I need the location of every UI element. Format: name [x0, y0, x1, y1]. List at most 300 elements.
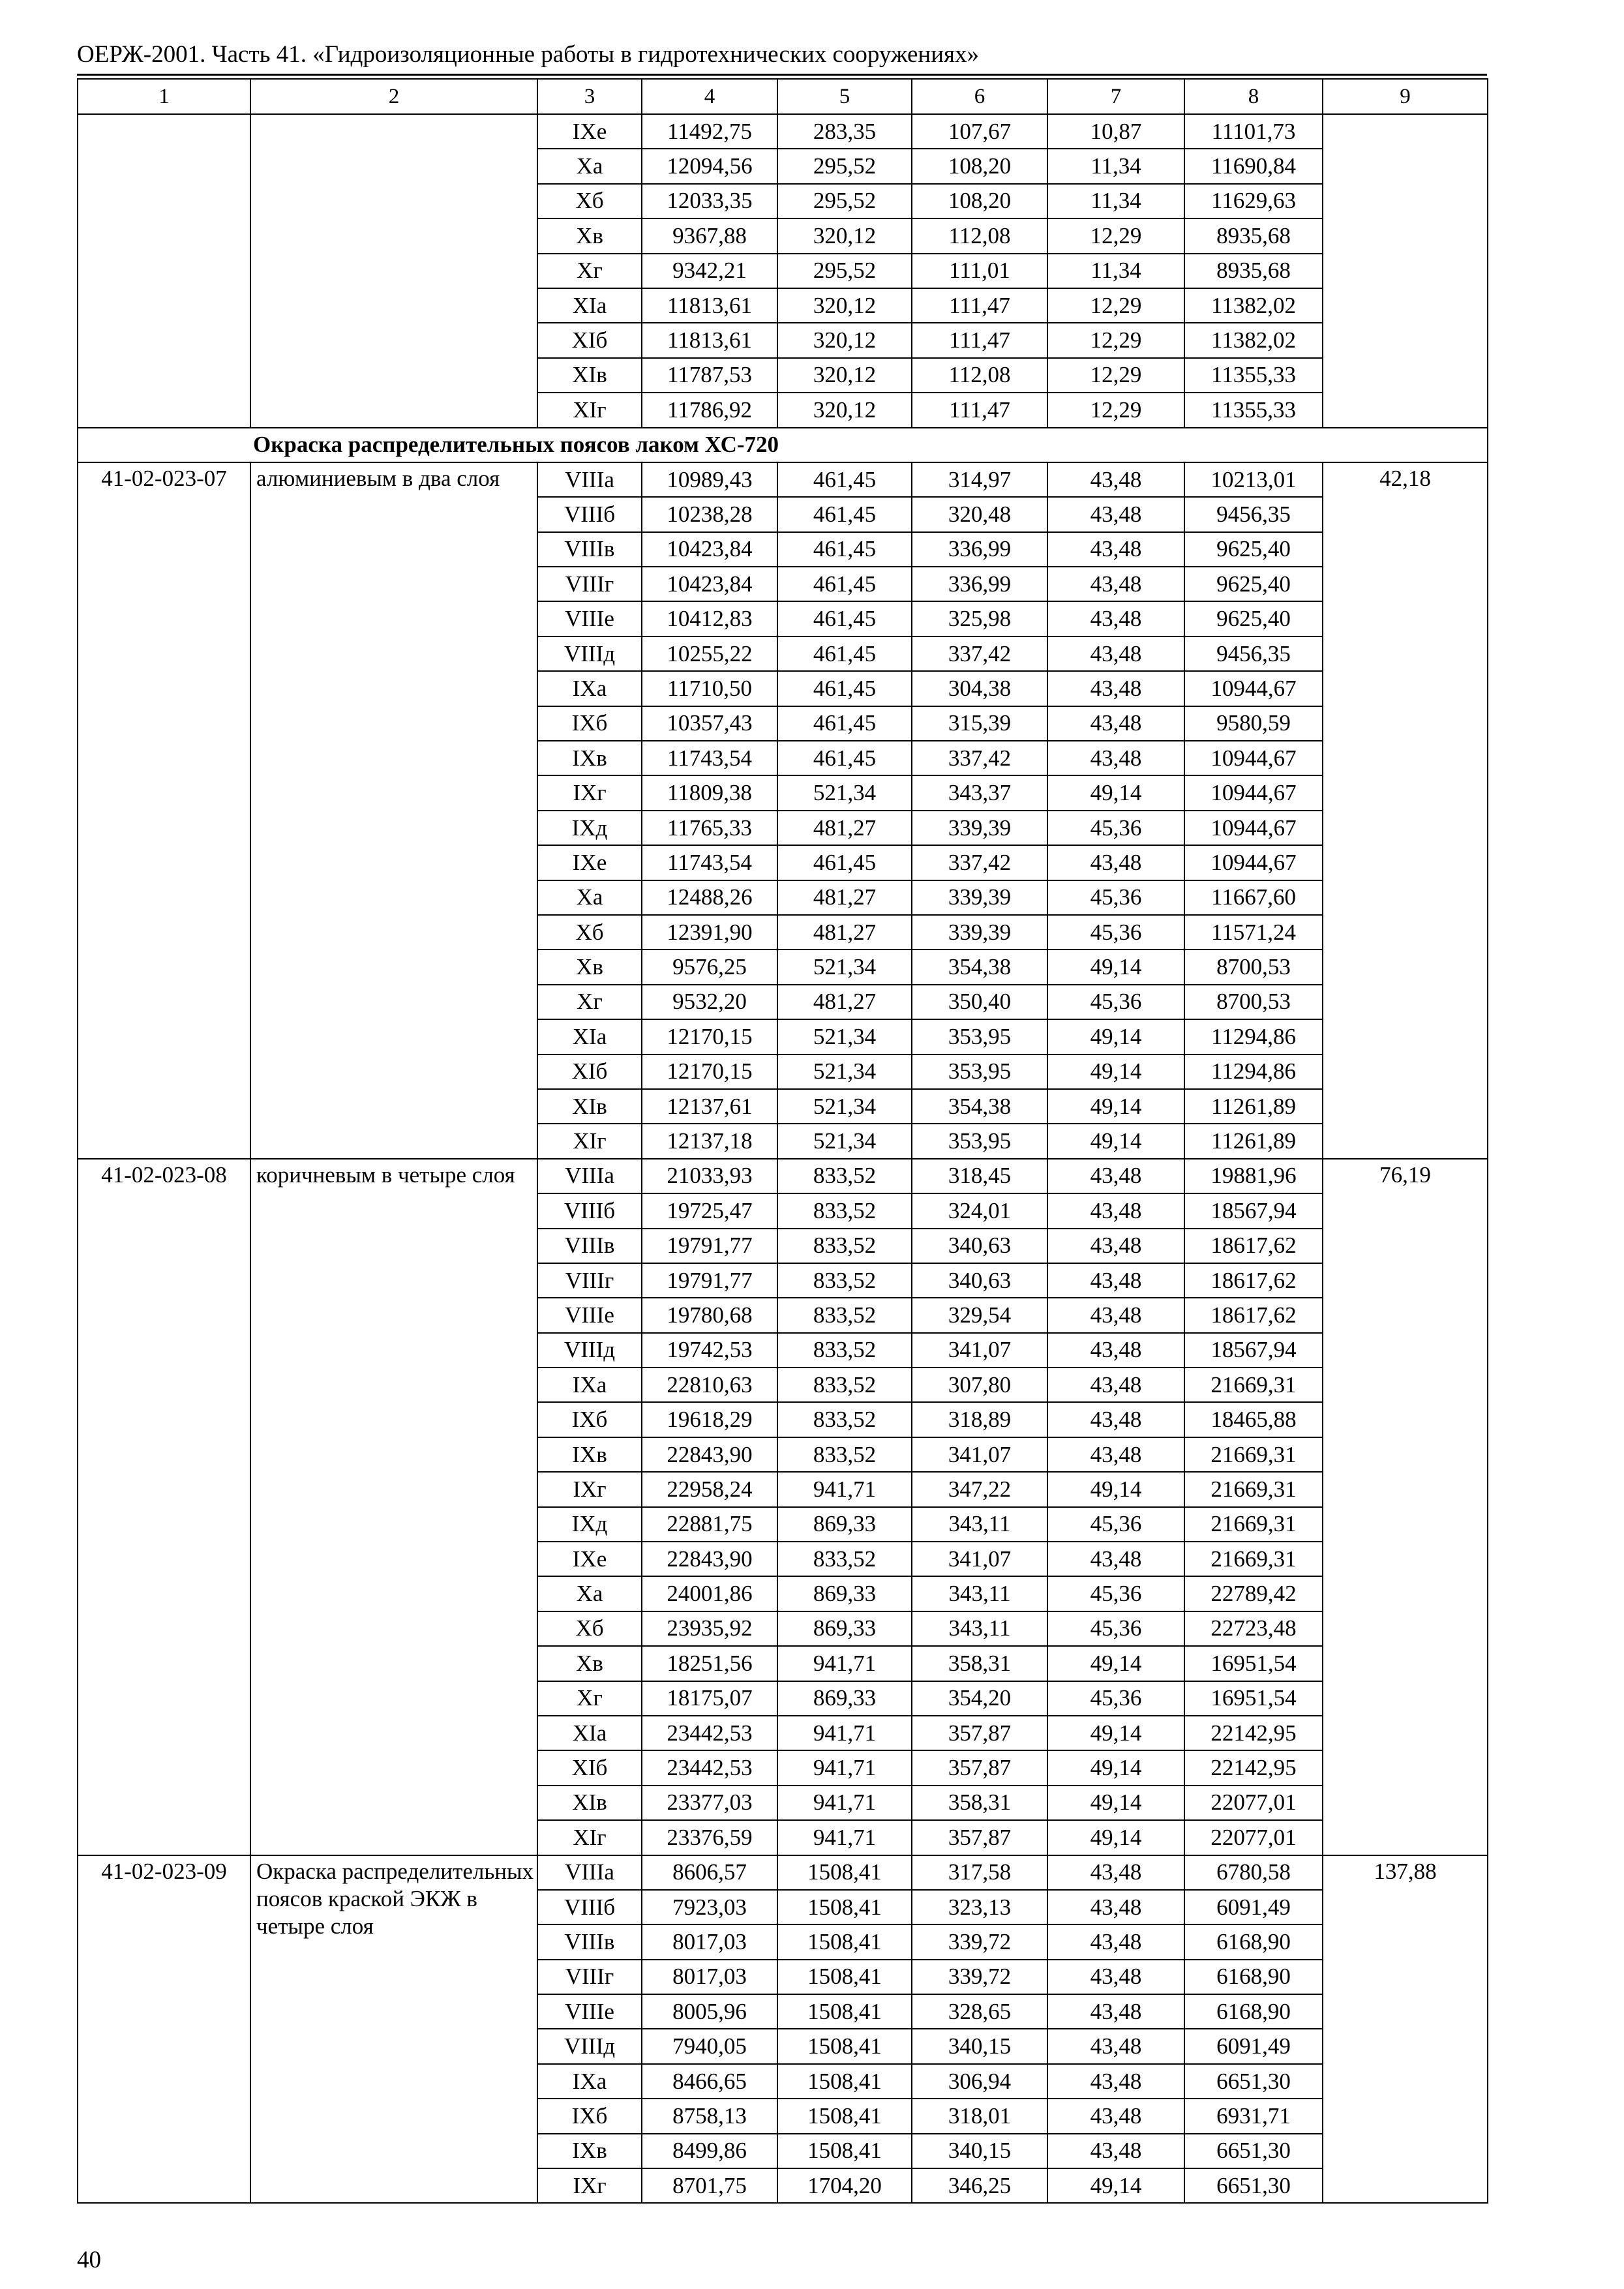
value-cell: 11294,86 [1184, 1055, 1323, 1089]
value-cell: 9532,20 [642, 985, 777, 1019]
value-cell: 111,47 [912, 288, 1047, 323]
value-cell: IXб [537, 1402, 642, 1437]
value-cell: 43,48 [1047, 1193, 1184, 1228]
column-number: 2 [250, 79, 537, 114]
value-cell: 9576,25 [642, 950, 777, 984]
value-cell: 481,27 [777, 915, 912, 950]
description-cell [250, 114, 537, 428]
value-cell: 10238,28 [642, 497, 777, 531]
value-cell: 6780,58 [1184, 1855, 1323, 1890]
value-cell: 11787,53 [642, 358, 777, 393]
value-cell: 1508,41 [777, 2134, 912, 2168]
value-cell: 336,99 [912, 532, 1047, 567]
value-cell: 18175,07 [642, 1681, 777, 1716]
value-cell: 11101,73 [1184, 114, 1323, 149]
value-cell: 22843,90 [642, 1542, 777, 1576]
value-cell: 10944,67 [1184, 845, 1323, 880]
value-cell: 11629,63 [1184, 184, 1323, 218]
column-number: 4 [642, 79, 777, 114]
value-cell: 323,13 [912, 1890, 1047, 1924]
value-cell: 1508,41 [777, 1960, 912, 1994]
value-cell: VIIIе [537, 1298, 642, 1332]
value-cell: 21033,93 [642, 1159, 777, 1193]
value-cell: 869,33 [777, 1611, 912, 1646]
rate-total: 76,19 [1323, 1159, 1488, 1855]
value-cell: 8499,86 [642, 2134, 777, 2168]
value-cell: 461,45 [777, 845, 912, 880]
value-cell: 1704,20 [777, 2168, 912, 2203]
value-cell: 43,48 [1047, 1333, 1184, 1368]
value-cell: 1508,41 [777, 2064, 912, 2099]
value-cell: 339,39 [912, 915, 1047, 950]
value-cell: IXа [537, 1368, 642, 1402]
value-cell: 6168,90 [1184, 1960, 1323, 1994]
value-cell: 8606,57 [642, 1855, 777, 1890]
value-cell: 43,48 [1047, 1890, 1184, 1924]
value-cell: 12033,35 [642, 184, 777, 218]
value-cell: Xб [537, 1611, 642, 1646]
value-cell: 314,97 [912, 462, 1047, 497]
value-cell: 18465,88 [1184, 1402, 1323, 1437]
value-cell: 337,42 [912, 636, 1047, 671]
value-cell: 833,52 [777, 1263, 912, 1298]
value-cell: 43,48 [1047, 706, 1184, 741]
value-cell: 306,94 [912, 2064, 1047, 2099]
rate-total: 42,18 [1323, 462, 1488, 1159]
column-number: 6 [912, 79, 1047, 114]
value-cell: 12094,56 [642, 149, 777, 183]
value-cell: 461,45 [777, 706, 912, 741]
value-cell: 8700,53 [1184, 950, 1323, 984]
column-number: 3 [537, 79, 642, 114]
value-cell: IXд [537, 1507, 642, 1542]
value-cell: XIа [537, 1019, 642, 1054]
rate-code: 41-02-023-08 [78, 1159, 250, 1855]
value-cell: 10989,43 [642, 462, 777, 497]
value-cell: 43,48 [1047, 1437, 1184, 1472]
value-cell: 8017,03 [642, 1960, 777, 1994]
column-number: 8 [1184, 79, 1323, 114]
value-cell: 8758,13 [642, 2099, 777, 2133]
value-cell: IXе [537, 845, 642, 880]
value-cell: Xг [537, 1681, 642, 1716]
value-cell: VIIIг [537, 1263, 642, 1298]
value-cell: 11382,02 [1184, 288, 1323, 323]
value-cell: XIг [537, 393, 642, 427]
value-cell: Xа [537, 1576, 642, 1611]
value-cell: 833,52 [777, 1402, 912, 1437]
column-number: 9 [1323, 79, 1488, 114]
value-cell: IXб [537, 706, 642, 741]
value-cell: 9625,40 [1184, 601, 1323, 636]
value-cell: 23377,03 [642, 1786, 777, 1820]
value-cell: Xа [537, 880, 642, 915]
value-cell: 12170,15 [642, 1055, 777, 1089]
value-cell: 341,07 [912, 1333, 1047, 1368]
value-cell: Xг [537, 985, 642, 1019]
value-cell: 21669,31 [1184, 1368, 1323, 1402]
value-cell: 283,35 [777, 114, 912, 149]
value-cell: IXг [537, 775, 642, 810]
value-cell: 43,48 [1047, 636, 1184, 671]
value-cell: VIIIд [537, 2029, 642, 2063]
value-cell: 941,71 [777, 1820, 912, 1855]
value-cell: 111,01 [912, 254, 1047, 288]
value-cell: 328,65 [912, 1994, 1047, 2029]
value-cell: 12137,18 [642, 1124, 777, 1158]
value-cell: 6651,30 [1184, 2134, 1323, 2168]
value-cell: 11813,61 [642, 323, 777, 357]
value-cell: 22843,90 [642, 1437, 777, 1472]
value-cell: 10944,67 [1184, 671, 1323, 706]
value-cell: 833,52 [777, 1229, 912, 1263]
value-cell: 12170,15 [642, 1019, 777, 1054]
value-cell: 12,29 [1047, 288, 1184, 323]
value-cell: 49,14 [1047, 775, 1184, 810]
value-cell: 9625,40 [1184, 567, 1323, 601]
value-cell: 19791,77 [642, 1229, 777, 1263]
value-cell: 43,48 [1047, 1263, 1184, 1298]
value-cell: 11355,33 [1184, 358, 1323, 393]
value-cell: 21669,31 [1184, 1472, 1323, 1506]
value-cell: 1508,41 [777, 1994, 912, 2029]
value-cell: 941,71 [777, 1716, 912, 1750]
value-cell: 45,36 [1047, 811, 1184, 845]
value-cell: 11813,61 [642, 288, 777, 323]
value-cell: 43,48 [1047, 671, 1184, 706]
value-cell: 11,34 [1047, 254, 1184, 288]
value-cell: 320,12 [777, 393, 912, 427]
value-cell: 869,33 [777, 1576, 912, 1611]
value-cell: 19881,96 [1184, 1159, 1323, 1193]
value-cell: 12,29 [1047, 323, 1184, 357]
value-cell: 12,29 [1047, 218, 1184, 253]
value-cell: 295,52 [777, 149, 912, 183]
value-cell: VIIIв [537, 1229, 642, 1263]
value-cell: 43,48 [1047, 845, 1184, 880]
value-cell: VIIIб [537, 1193, 642, 1228]
value-cell: 49,14 [1047, 1089, 1184, 1124]
value-cell: 8700,53 [1184, 985, 1323, 1019]
value-cell: 336,99 [912, 567, 1047, 601]
value-cell: 521,34 [777, 775, 912, 810]
value-cell: 340,15 [912, 2029, 1047, 2063]
value-cell: 10944,67 [1184, 775, 1323, 810]
value-cell: 521,34 [777, 1089, 912, 1124]
value-cell: 357,87 [912, 1716, 1047, 1750]
value-cell: 10944,67 [1184, 741, 1323, 775]
value-cell: 49,14 [1047, 1472, 1184, 1506]
value-cell: XIг [537, 1124, 642, 1158]
value-cell: 1508,41 [777, 2029, 912, 2063]
value-cell: 295,52 [777, 184, 912, 218]
value-cell: 11690,84 [1184, 149, 1323, 183]
value-cell: Xв [537, 1646, 642, 1681]
value-cell: Xв [537, 950, 642, 984]
value-cell: 10423,84 [642, 532, 777, 567]
value-cell: 45,36 [1047, 1681, 1184, 1716]
value-cell: 11261,89 [1184, 1124, 1323, 1158]
value-cell: 304,38 [912, 671, 1047, 706]
value-cell: VIIIд [537, 636, 642, 671]
value-cell: 45,36 [1047, 880, 1184, 915]
rates-table [77, 78, 1488, 2204]
value-cell: 8935,68 [1184, 254, 1323, 288]
value-cell: IXв [537, 741, 642, 775]
rate-description: коричневым в четыре слоя [250, 1159, 537, 1855]
value-cell: 324,01 [912, 1193, 1047, 1228]
value-cell: XIа [537, 288, 642, 323]
value-cell: 16951,54 [1184, 1681, 1323, 1716]
value-cell: 340,15 [912, 2134, 1047, 2168]
value-cell: 43,48 [1047, 1960, 1184, 1994]
value-cell: 353,95 [912, 1124, 1047, 1158]
value-cell: 320,12 [777, 288, 912, 323]
value-cell: 43,48 [1047, 532, 1184, 567]
value-cell: 45,36 [1047, 1576, 1184, 1611]
value-cell: 11261,89 [1184, 1089, 1323, 1124]
code-cell [78, 114, 250, 428]
value-cell: 11382,02 [1184, 323, 1323, 357]
value-cell: 18251,56 [642, 1646, 777, 1681]
value-cell: IXв [537, 2134, 642, 2168]
value-cell: 23442,53 [642, 1716, 777, 1750]
value-cell: 318,89 [912, 1402, 1047, 1437]
value-cell: 461,45 [777, 741, 912, 775]
value-cell: IXе [537, 1542, 642, 1576]
value-cell: 43,48 [1047, 1368, 1184, 1402]
value-cell: IXб [537, 2099, 642, 2133]
value-cell: 341,07 [912, 1437, 1047, 1472]
value-cell: 9456,35 [1184, 636, 1323, 671]
value-cell: XIв [537, 358, 642, 393]
value-cell: 941,71 [777, 1646, 912, 1681]
value-cell: XIб [537, 1055, 642, 1089]
value-cell: 341,07 [912, 1542, 1047, 1576]
header-rule [77, 74, 1487, 76]
value-cell: 111,47 [912, 323, 1047, 357]
value-cell: 833,52 [777, 1437, 912, 1472]
value-cell: 10357,43 [642, 706, 777, 741]
value-cell: XIг [537, 1820, 642, 1855]
value-cell: 19780,68 [642, 1298, 777, 1332]
value-cell: 481,27 [777, 811, 912, 845]
value-cell: 833,52 [777, 1333, 912, 1368]
value-cell: 49,14 [1047, 1786, 1184, 1820]
value-cell: 318,45 [912, 1159, 1047, 1193]
value-cell: IXв [537, 1437, 642, 1472]
value-cell: 6091,49 [1184, 1890, 1323, 1924]
value-cell: 43,48 [1047, 1855, 1184, 1890]
value-cell: 1508,41 [777, 1890, 912, 1924]
value-cell: 295,52 [777, 254, 912, 288]
value-cell: 354,38 [912, 950, 1047, 984]
value-cell: 461,45 [777, 532, 912, 567]
value-cell: 11294,86 [1184, 1019, 1323, 1054]
value-cell: 18617,62 [1184, 1229, 1323, 1263]
value-cell: 357,87 [912, 1750, 1047, 1785]
value-cell: IXд [537, 811, 642, 845]
value-cell: 45,36 [1047, 915, 1184, 950]
value-cell: 461,45 [777, 462, 912, 497]
rate-description: Окраска распределительных поясов краской ЭКЖ в четыре слоя [250, 1855, 537, 2204]
value-cell: 8466,65 [642, 2064, 777, 2099]
value-cell: 461,45 [777, 671, 912, 706]
rate-code: 41-02-023-07 [78, 462, 250, 1159]
value-cell: 43,48 [1047, 1298, 1184, 1332]
value-cell: XIв [537, 1089, 642, 1124]
value-cell: 43,48 [1047, 567, 1184, 601]
column-number: 7 [1047, 79, 1184, 114]
value-cell: 112,08 [912, 218, 1047, 253]
value-cell: 108,20 [912, 149, 1047, 183]
value-cell: 461,45 [777, 567, 912, 601]
value-cell: XIб [537, 1750, 642, 1785]
rate-total: 137,88 [1323, 1855, 1488, 2204]
value-cell: VIIIг [537, 567, 642, 601]
value-cell: 43,48 [1047, 741, 1184, 775]
value-cell: 941,71 [777, 1472, 912, 1506]
value-cell: 307,80 [912, 1368, 1047, 1402]
value-cell: 941,71 [777, 1786, 912, 1820]
value-cell: 10412,83 [642, 601, 777, 636]
value-cell: 461,45 [777, 601, 912, 636]
value-cell: 337,42 [912, 741, 1047, 775]
value-cell: VIIIе [537, 1994, 642, 2029]
total-cell [1323, 114, 1488, 428]
value-cell: 339,72 [912, 1960, 1047, 1994]
value-cell: 340,63 [912, 1229, 1047, 1263]
value-cell: 6931,71 [1184, 2099, 1323, 2133]
value-cell: 19725,47 [642, 1193, 777, 1228]
value-cell: Xг [537, 254, 642, 288]
value-cell: 19742,53 [642, 1333, 777, 1368]
value-cell: 521,34 [777, 950, 912, 984]
value-cell: 9625,40 [1184, 532, 1323, 567]
value-cell: IXг [537, 2168, 642, 2203]
value-cell: 45,36 [1047, 985, 1184, 1019]
value-cell: 18567,94 [1184, 1333, 1323, 1368]
value-cell: 1508,41 [777, 1855, 912, 1890]
value-cell: 43,48 [1047, 601, 1184, 636]
column-number: 1 [78, 79, 250, 114]
value-cell: 521,34 [777, 1055, 912, 1089]
value-cell: VIIIа [537, 1855, 642, 1890]
value-cell: 23376,59 [642, 1820, 777, 1855]
value-cell: 43,48 [1047, 2029, 1184, 2063]
value-cell: 337,42 [912, 845, 1047, 880]
section-title: Окраска распределительных поясов лаком ХС-720 [78, 428, 1488, 462]
value-cell: 49,14 [1047, 1124, 1184, 1158]
value-cell: 22723,48 [1184, 1611, 1323, 1646]
value-cell: 16951,54 [1184, 1646, 1323, 1681]
rate-description: алюминиевым в два слоя [250, 462, 537, 1159]
value-cell: 8701,75 [642, 2168, 777, 2203]
value-cell: 318,01 [912, 2099, 1047, 2133]
value-cell: 343,37 [912, 775, 1047, 810]
value-cell: 22077,01 [1184, 1820, 1323, 1855]
table-row [78, 1855, 1488, 1890]
value-cell: 22077,01 [1184, 1786, 1323, 1820]
value-cell: 43,48 [1047, 1994, 1184, 2029]
value-cell: 10255,22 [642, 636, 777, 671]
value-cell: 49,14 [1047, 1820, 1184, 1855]
value-cell: 350,40 [912, 985, 1047, 1019]
value-cell: VIIIа [537, 1159, 642, 1193]
value-cell: 320,12 [777, 358, 912, 393]
value-cell: VIIIв [537, 1924, 642, 1959]
value-cell: 22810,63 [642, 1368, 777, 1402]
value-cell: 346,25 [912, 2168, 1047, 2203]
value-cell: 11571,24 [1184, 915, 1323, 950]
value-cell: 23442,53 [642, 1750, 777, 1785]
value-cell: 49,14 [1047, 950, 1184, 984]
value-cell: 108,20 [912, 184, 1047, 218]
table-row [78, 462, 1488, 497]
value-cell: 11,34 [1047, 184, 1184, 218]
value-cell: 354,38 [912, 1089, 1047, 1124]
value-cell: 521,34 [777, 1124, 912, 1158]
value-cell: IXа [537, 2064, 642, 2099]
value-cell: 19791,77 [642, 1263, 777, 1298]
value-cell: 6168,90 [1184, 1994, 1323, 2029]
value-cell: XIв [537, 1786, 642, 1820]
value-cell: 111,47 [912, 393, 1047, 427]
value-cell: 833,52 [777, 1368, 912, 1402]
value-cell: VIIIв [537, 532, 642, 567]
value-cell: 10423,84 [642, 567, 777, 601]
value-cell: 329,54 [912, 1298, 1047, 1332]
value-cell: 320,12 [777, 323, 912, 357]
value-cell: IXе [537, 114, 642, 149]
value-cell: 43,48 [1047, 1402, 1184, 1437]
value-cell: IXг [537, 1472, 642, 1506]
value-cell: 49,14 [1047, 1019, 1184, 1054]
value-cell: 357,87 [912, 1820, 1047, 1855]
value-cell: 10213,01 [1184, 462, 1323, 497]
value-cell: 11667,60 [1184, 880, 1323, 915]
value-cell: 49,14 [1047, 1055, 1184, 1089]
value-cell: 12,29 [1047, 358, 1184, 393]
column-number-row [78, 79, 1488, 114]
value-cell: 21669,31 [1184, 1437, 1323, 1472]
value-cell: 8005,96 [642, 1994, 777, 2029]
value-cell: 869,33 [777, 1507, 912, 1542]
value-cell: VIIIа [537, 462, 642, 497]
value-cell: 353,95 [912, 1055, 1047, 1089]
value-cell: 43,48 [1047, 1924, 1184, 1959]
value-cell: Xб [537, 915, 642, 950]
value-cell: 22958,24 [642, 1472, 777, 1506]
value-cell: 833,52 [777, 1542, 912, 1576]
value-cell: 339,39 [912, 880, 1047, 915]
value-cell: 6168,90 [1184, 1924, 1323, 1959]
value-cell: 21669,31 [1184, 1507, 1323, 1542]
value-cell: 43,48 [1047, 2064, 1184, 2099]
value-cell: Xв [537, 218, 642, 253]
value-cell: 18567,94 [1184, 1193, 1323, 1228]
value-cell: 461,45 [777, 636, 912, 671]
value-cell: 6091,49 [1184, 2029, 1323, 2063]
value-cell: 6651,30 [1184, 2168, 1323, 2203]
value-cell: 339,39 [912, 811, 1047, 845]
value-cell: 354,20 [912, 1681, 1047, 1716]
value-cell: 11355,33 [1184, 393, 1323, 427]
column-number: 5 [777, 79, 912, 114]
value-cell: 7940,05 [642, 2029, 777, 2063]
value-cell: 43,48 [1047, 497, 1184, 531]
rate-code: 41-02-023-09 [78, 1855, 250, 2204]
